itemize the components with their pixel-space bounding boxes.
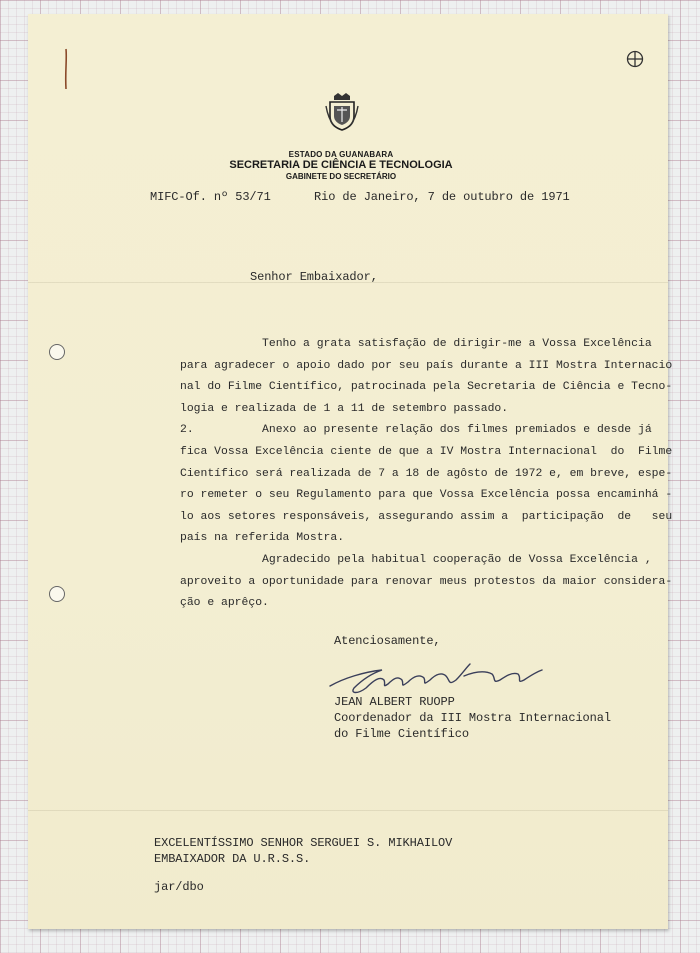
addressee-title: EMBAIXADOR DA U.R.S.S.	[154, 852, 311, 866]
body-line: ro remeter o seu Regulamento para que Vossa Excelência possa encaminhá -	[180, 489, 673, 502]
letterhead-secretariat: SECRETARIA DE CIÊNCIA E TECNOLOGIA	[229, 159, 453, 172]
letterhead-office: GABINETE DO SECRETÁRIO	[285, 171, 397, 181]
punch-hole-icon	[49, 586, 65, 602]
letter-sheet	[28, 14, 673, 929]
body-line: ção e aprêço.	[180, 597, 269, 610]
punch-hole-icon	[49, 344, 65, 360]
handwritten-signature	[324, 658, 548, 698]
body-line: 2. Anexo ao presente relação dos filmes premiados e desde já	[180, 424, 652, 437]
paper-fold-line	[28, 810, 668, 811]
closing: Atenciosamente,	[334, 634, 441, 648]
body-line: aproveito a oportunidade para renovar meus protestos da maior considera-	[180, 575, 673, 588]
place-and-date: Rio de Janeiro, 7 de outubro de 1971	[314, 190, 570, 204]
body-line: para agradecer o apoio dado por seu país durante a III Mostra Internacio	[180, 359, 673, 372]
addressee-name: EXCELENTÍSSIMO SENHOR SERGUEI S. MIKHAILOV	[154, 836, 453, 850]
body-line: Agradecido pela habitual cooperação de Vossa Excelência ,	[180, 553, 652, 566]
pen-mark	[64, 48, 68, 90]
body-line: país na referida Mostra.	[180, 532, 345, 545]
body-line: fica Vossa Excelência ciente de que a IV Mostra Internacional do Filme	[180, 445, 673, 458]
body-line: Tenho a grata satisfação de dirigir-me a Vossa Excelência	[180, 338, 652, 350]
document-reference: MIFC-Of. nº 53/71	[150, 190, 271, 204]
signatory-title: do Filme Científico	[334, 727, 469, 741]
signatory-name: JEAN ALBERT RUOPP	[334, 695, 455, 709]
typist-initials: jar/dbo	[154, 880, 204, 894]
salutation: Senhor Embaixador,	[250, 270, 378, 284]
body-line: logia e realizada de 1 a 11 de setembro passado.	[180, 402, 509, 415]
body-line: nal do Filme Científico, patrocinada pela Secretaria de Ciência e Tecno-	[180, 381, 673, 394]
body-line: Científico será realizada de 7 a 18 de agôsto de 1972 e, em breve, espe-	[180, 467, 673, 480]
archive-crosshair-icon	[626, 50, 644, 68]
letterhead-state: ESTADO DA GUANABARA	[288, 150, 394, 159]
coat-of-arms-icon	[324, 92, 360, 132]
letter-body	[180, 334, 673, 615]
body-line: lo aos setores responsáveis, assegurando assim a participação de seu	[180, 510, 673, 523]
letterhead	[208, 150, 474, 181]
signatory-title: Coordenador da III Mostra Internacional	[334, 711, 611, 725]
